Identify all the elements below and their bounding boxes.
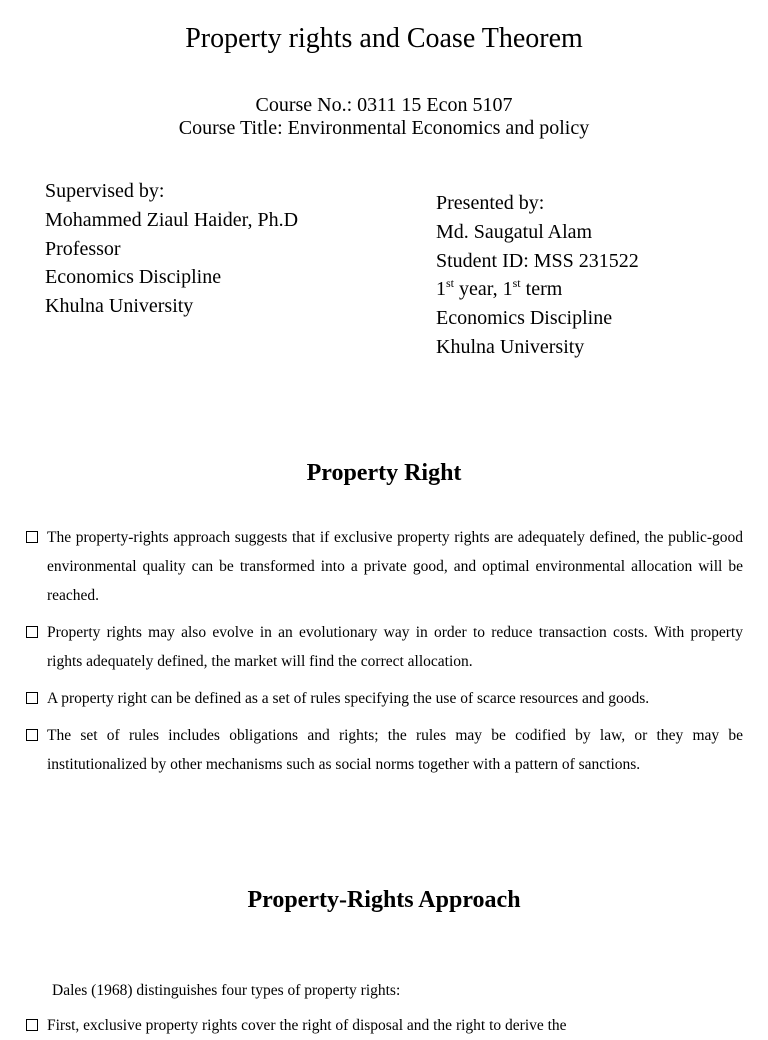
presenter-block bbox=[436, 189, 639, 362]
presenter-year-term bbox=[436, 275, 639, 304]
approach-intro-text: Dales (1968) distinguishes four types of property rights: bbox=[52, 982, 401, 999]
course-info bbox=[0, 94, 768, 140]
course-title: Course Title: Environmental Economics and policy bbox=[178, 117, 590, 139]
list-item-cut-off bbox=[26, 1011, 743, 1040]
presented-heading: Presented by: bbox=[436, 192, 545, 214]
year-text: year, bbox=[454, 278, 503, 301]
document-title: Property rights and Coase Theorem bbox=[185, 23, 583, 54]
supervisor-university: Khulna University bbox=[45, 295, 194, 318]
section-heading-property-rights-approach: Property-Rights Approach bbox=[247, 887, 521, 913]
term-suffix: st bbox=[512, 275, 521, 290]
checkbox-bullet-icon bbox=[26, 692, 38, 704]
supervisor-position: Professor bbox=[45, 237, 121, 260]
list-item bbox=[26, 523, 743, 610]
section-heading-property-right: Property Right bbox=[306, 460, 462, 486]
list-item-text: Property rights may also evolve in an evolutionary way in order to reduce transaction costs. With property rights adequately defined, the market will find the correct allocation. bbox=[47, 624, 743, 670]
presenter-name: Md. Saugatul Alam bbox=[436, 220, 593, 243]
property-right-bullet-list bbox=[26, 523, 743, 787]
list-item-text: The property-rights approach suggests that if exclusive property rights are adequately defined, the public-good environmental quality can be transformed into a private good, and optimal environmental allocation will be reached. bbox=[47, 529, 743, 604]
term-text: term bbox=[520, 278, 563, 301]
course-number: Course No.: 0311 15 Econ 5107 bbox=[255, 94, 513, 116]
term-number: 1 bbox=[502, 278, 513, 301]
list-item bbox=[26, 721, 743, 779]
presenter-university: Khulna University bbox=[436, 335, 585, 358]
year-number: 1 bbox=[436, 278, 446, 301]
checkbox-bullet-icon bbox=[26, 626, 38, 638]
list-item bbox=[26, 684, 743, 713]
list-item-text: First, exclusive property rights cover the right of disposal and the right to derive the bbox=[47, 1017, 567, 1034]
supervised-heading: Supervised by: bbox=[45, 180, 165, 202]
presenter-discipline: Economics Discipline bbox=[436, 307, 613, 330]
list-item-text: A property right can be defined as a set of rules specifying the use of scarce resources and goods. bbox=[47, 690, 650, 707]
checkbox-bullet-icon bbox=[26, 1019, 38, 1031]
supervisor-block bbox=[45, 177, 298, 321]
year-suffix: st bbox=[446, 275, 455, 290]
supervisor-discipline: Economics Discipline bbox=[45, 266, 222, 289]
checkbox-bullet-icon bbox=[26, 729, 38, 741]
checkbox-bullet-icon bbox=[26, 531, 38, 543]
presenter-student-id: Student ID: MSS 231522 bbox=[436, 249, 639, 272]
list-item-text: The set of rules includes obligations and rights; the rules may be codified by law, or they may be institutionalized by other mechanisms such as social norms together with a pattern of sanctions. bbox=[47, 727, 743, 773]
supervisor-name: Mohammed Ziaul Haider, Ph.D bbox=[45, 208, 299, 231]
list-item bbox=[26, 618, 743, 676]
